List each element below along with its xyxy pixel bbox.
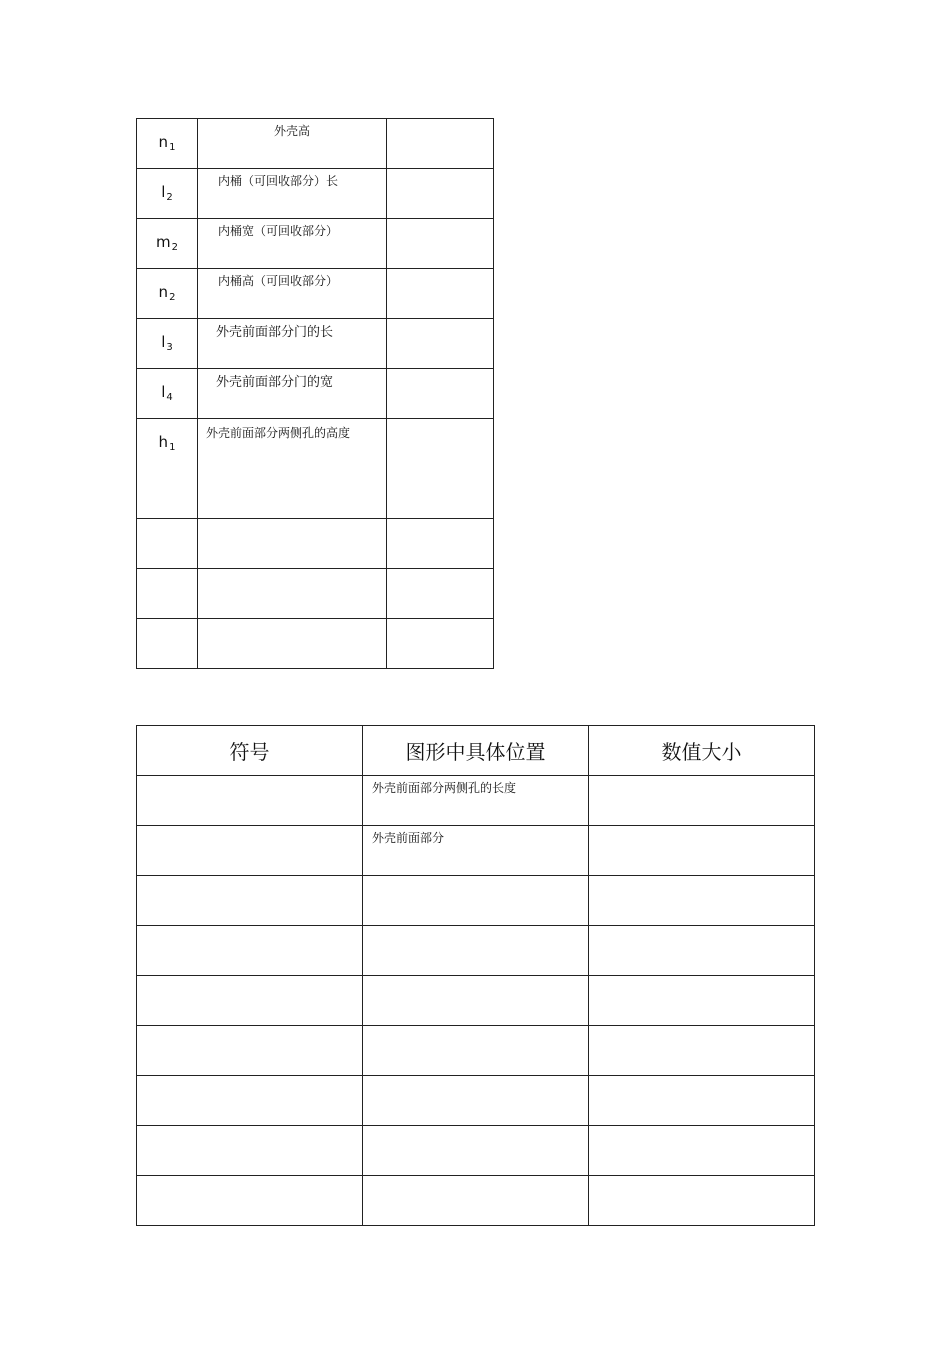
description-cell[interactable]	[363, 1026, 589, 1076]
description-cell: 外壳前面部分	[363, 826, 589, 876]
symbol-subscript: 2	[169, 292, 176, 303]
table-row-empty	[137, 1076, 815, 1126]
symbol-cell[interactable]	[137, 876, 363, 926]
value-cell[interactable]	[387, 369, 494, 419]
table-row-empty	[137, 1176, 815, 1226]
description-cell: 外壳前面部分门的宽	[198, 369, 387, 419]
symbol-text: l	[161, 383, 166, 401]
description-cell[interactable]	[198, 519, 387, 569]
table-row-empty	[137, 926, 815, 976]
value-cell[interactable]	[589, 1126, 815, 1176]
symbol-text: m	[156, 233, 171, 251]
symbol-subscript: 2	[166, 192, 173, 203]
table-row	[137, 119, 494, 169]
header-symbol: 符号	[137, 726, 363, 776]
description-cell: 内桶宽（可回收部分）	[198, 219, 387, 269]
value-cell[interactable]	[589, 876, 815, 926]
description-cell: 外壳前面部分门的长	[198, 319, 387, 369]
table-row-empty	[137, 569, 494, 619]
parameter-table-2	[136, 725, 815, 1226]
symbol-text: n	[158, 133, 169, 151]
description-cell: 外壳高	[198, 119, 387, 169]
table-row	[137, 369, 494, 419]
value-cell[interactable]	[589, 1026, 815, 1076]
value-cell[interactable]	[589, 1176, 815, 1226]
header-position: 图形中具体位置	[363, 726, 589, 776]
description-cell: 内桶高（可回收部分）	[198, 269, 387, 319]
symbol-cell	[137, 169, 198, 219]
symbol-cell	[137, 219, 198, 269]
table-row-empty	[137, 976, 815, 1026]
symbol-cell[interactable]	[137, 776, 363, 826]
value-cell[interactable]	[589, 1076, 815, 1126]
table-row	[137, 219, 494, 269]
symbol-cell[interactable]	[137, 519, 198, 569]
table-row	[137, 419, 494, 519]
symbol-cell	[137, 319, 198, 369]
description-cell[interactable]	[198, 619, 387, 669]
table-header-row	[137, 726, 815, 776]
symbol-cell[interactable]	[137, 569, 198, 619]
symbol-subscript: 4	[166, 392, 173, 403]
symbol-text: h	[158, 433, 169, 451]
symbol-text: n	[158, 283, 169, 301]
value-cell[interactable]	[589, 976, 815, 1026]
symbol-subscript: 3	[166, 342, 173, 353]
table-row-empty	[137, 519, 494, 569]
symbol-cell[interactable]	[137, 1076, 363, 1126]
table-row-empty	[137, 619, 494, 669]
value-cell[interactable]	[387, 169, 494, 219]
table-row-empty	[137, 1026, 815, 1076]
symbol-cell[interactable]	[137, 826, 363, 876]
description-cell[interactable]	[363, 1176, 589, 1226]
value-cell[interactable]	[387, 519, 494, 569]
table-row-empty	[137, 1126, 815, 1176]
value-cell[interactable]	[387, 569, 494, 619]
symbol-cell[interactable]	[137, 976, 363, 1026]
symbol-cell[interactable]	[137, 1176, 363, 1226]
value-cell[interactable]	[387, 219, 494, 269]
value-cell[interactable]	[589, 826, 815, 876]
description-cell[interactable]	[363, 1076, 589, 1126]
symbol-cell[interactable]	[137, 1026, 363, 1076]
table-row	[137, 826, 815, 876]
description-cell[interactable]	[198, 569, 387, 619]
symbol-cell[interactable]	[137, 619, 198, 669]
value-cell[interactable]	[387, 619, 494, 669]
value-cell[interactable]	[589, 926, 815, 976]
symbol-cell	[137, 419, 198, 519]
value-cell[interactable]	[387, 419, 494, 519]
table-row	[137, 169, 494, 219]
description-cell[interactable]	[363, 1126, 589, 1176]
symbol-cell[interactable]	[137, 926, 363, 976]
symbol-cell	[137, 119, 198, 169]
value-cell[interactable]	[589, 776, 815, 826]
description-cell[interactable]	[363, 976, 589, 1026]
symbol-subscript: 1	[169, 442, 176, 453]
header-value: 数值大小	[589, 726, 815, 776]
symbol-subscript: 1	[169, 142, 176, 153]
description-cell: 外壳前面部分两侧孔的高度	[198, 419, 387, 519]
symbol-subscript: 2	[171, 242, 178, 253]
value-cell[interactable]	[387, 119, 494, 169]
parameter-table-1	[136, 118, 494, 669]
symbol-cell	[137, 269, 198, 319]
table-row	[137, 319, 494, 369]
table-row	[137, 269, 494, 319]
symbol-text: l	[161, 333, 166, 351]
description-cell: 外壳前面部分两侧孔的长度	[363, 776, 589, 826]
description-cell[interactable]	[363, 876, 589, 926]
description-cell[interactable]	[363, 926, 589, 976]
description-cell: 内桶（可回收部分）长	[198, 169, 387, 219]
table-row	[137, 776, 815, 826]
value-cell[interactable]	[387, 269, 494, 319]
symbol-text: l	[161, 183, 166, 201]
symbol-cell[interactable]	[137, 1126, 363, 1176]
value-cell[interactable]	[387, 319, 494, 369]
symbol-cell	[137, 369, 198, 419]
table-row-empty	[137, 876, 815, 926]
